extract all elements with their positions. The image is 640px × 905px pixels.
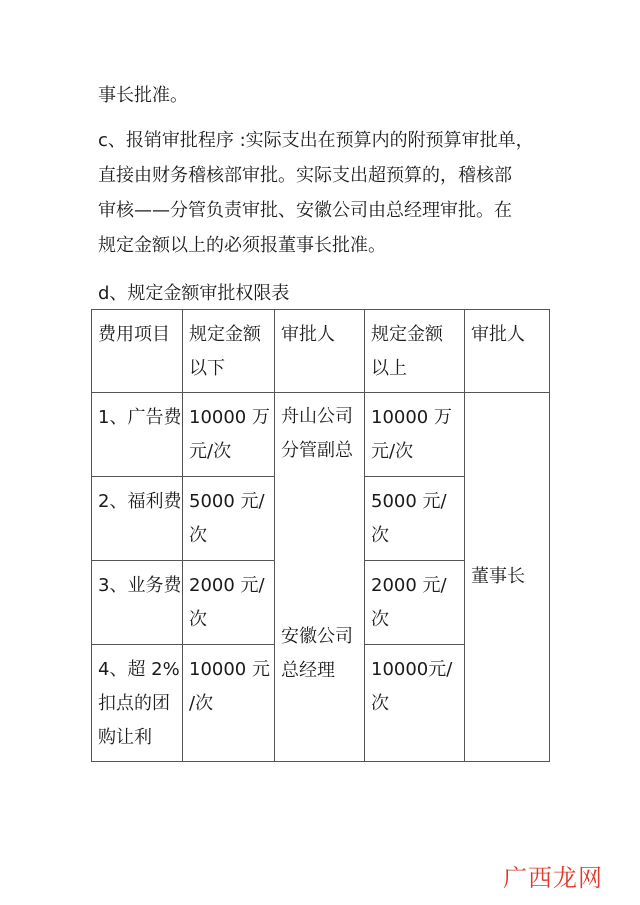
above-limit-cell: 5000 元/ 次 [365,477,465,561]
below-limit-cell: 2000 元/ 次 [183,561,275,645]
below-limit-cell: 10000 万 元/次 [183,393,275,477]
paragraph-intro [98,78,188,113]
paragraph-line: 直接由财务稽核部审批。实际支出超预算的，稽核部 [98,165,512,186]
approver-below-cell [275,393,365,762]
item-cell: 1、广告费 [92,393,183,477]
paragraph-line: c、报销审批程序 :实际支出在预算内的附预算审批单， [98,130,534,151]
above-limit-cell: 2000 元/ 次 [365,561,465,645]
item-cell: 4、超 2% 扣点的团 购让利 [92,645,183,762]
paragraph-line: 审核——分管负责审批、安徽公司由总经理审批。在 [98,200,512,221]
approver-zhoushan: 舟山公司 分管副总 [281,406,353,461]
above-limit-cell: 10000 万 元/次 [365,393,465,477]
item-cell: 2、福利费 [92,477,183,561]
header-cell: 费用项目 [92,310,183,393]
header-cell: 规定金额 以上 [365,310,465,393]
paragraph-line: d、规定金额审批权限表 [98,283,290,304]
paragraph-procedure [98,123,534,263]
table-caption [98,276,289,311]
below-limit-cell: 5000 元/ 次 [183,477,275,561]
table-header-row [92,310,550,393]
paragraph-line: 事长批准。 [98,85,188,106]
site-watermark: 广西龙网 [503,864,603,892]
header-cell: 审批人 [465,310,550,393]
header-cell: 规定金额 以下 [183,310,275,393]
below-limit-cell: 10000 元 /次 [183,645,275,762]
paragraph-line: 规定金额以上的必须报董事长批准。 [98,235,386,256]
header-cell: 审批人 [275,310,365,393]
item-cell: 3、业务费 [92,561,183,645]
above-limit-cell: 10000元/ 次 [365,645,465,762]
approval-table [91,309,550,762]
approver-above-cell: 董事长 [465,393,550,762]
approver-anhui: 安徽公司 总经理 [281,626,353,681]
table-row [92,393,550,477]
